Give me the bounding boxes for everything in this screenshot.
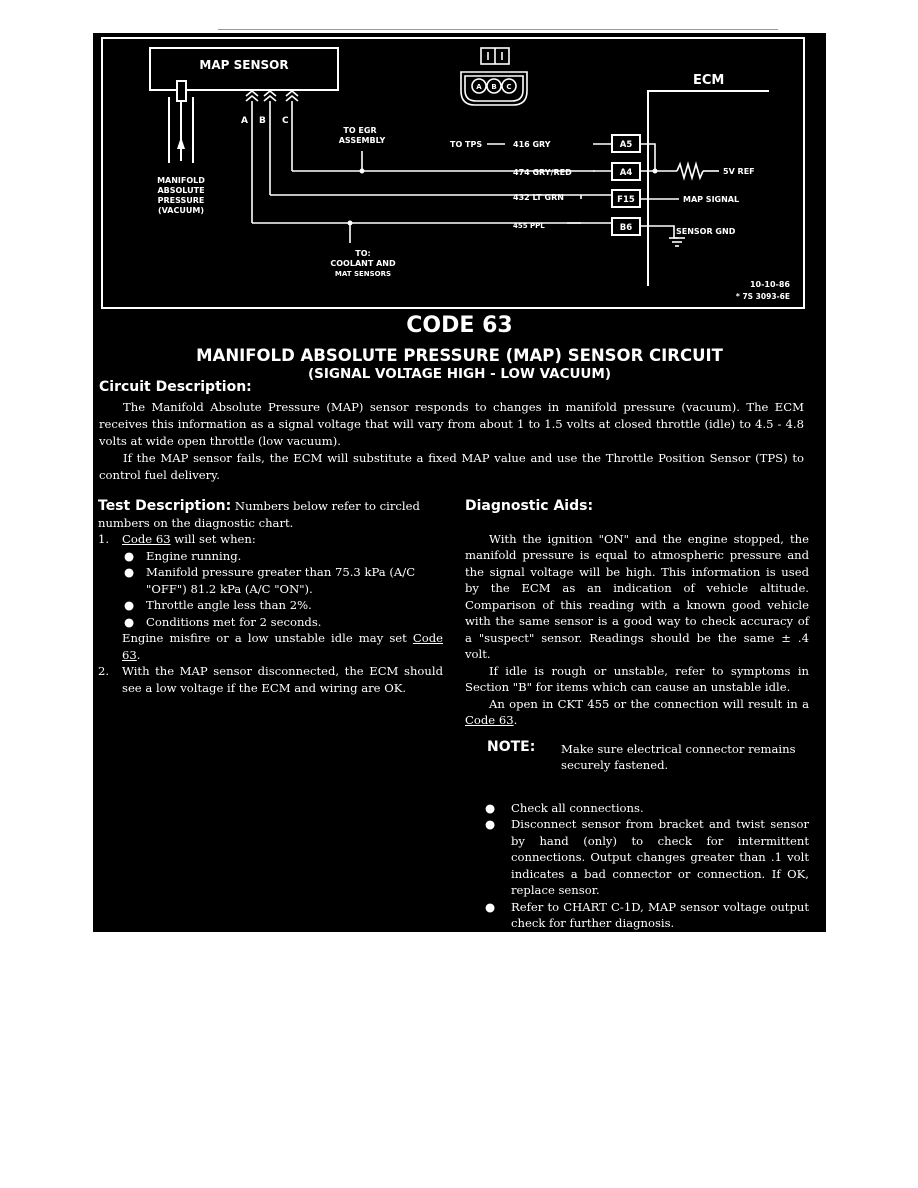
coolant-label bbox=[330, 249, 396, 278]
svg-text:A4: A4 bbox=[619, 168, 633, 178]
code-title: CODE 63 bbox=[406, 313, 513, 338]
svg-text:B: B bbox=[491, 83, 497, 91]
svg-text:MAT SENSORS: MAT SENSORS bbox=[334, 270, 392, 278]
connector-face-icon bbox=[461, 48, 527, 105]
bullet-icon: ● bbox=[124, 614, 135, 629]
list-item: ● Check all connections. bbox=[485, 800, 644, 815]
svg-text:B: B bbox=[259, 116, 266, 126]
bullet-icon: ● bbox=[485, 800, 496, 815]
misfire-note: Engine misfire or a low unstable idle may set Code 63. bbox=[122, 631, 443, 662]
svg-text:TO:: TO: bbox=[355, 249, 371, 258]
wiring-diagram bbox=[93, 33, 826, 315]
svg-text:F15: F15 bbox=[617, 195, 635, 205]
ecm-outline bbox=[648, 91, 769, 286]
svg-text:MAP SIGNAL: MAP SIGNAL bbox=[683, 195, 740, 204]
document-panel bbox=[93, 33, 826, 932]
svg-text:B6: B6 bbox=[619, 223, 633, 233]
sensor-pin-terminals bbox=[246, 91, 298, 101]
aids-para-1: With the ignition "ON" and the engine stopped, the manifold pressure is equal to atmospheric pressure and the signal voltage will be high. This information is used by the ECM as an indication of vehicle altitude. Comparison of this reading with a known good vehicle with the same sensor is a good way to check accuracy of a "suspect" sensor. Readings should be the same ± .4 volt. bbox=[465, 531, 809, 661]
tps-label: TO TPS bbox=[450, 140, 483, 149]
item-text: will set when: bbox=[174, 532, 256, 546]
pin-letters bbox=[241, 116, 289, 126]
svg-text:C: C bbox=[506, 83, 512, 91]
note-label: NOTE: bbox=[487, 738, 536, 755]
note bbox=[487, 738, 809, 774]
note-text: Make sure electrical connector remains securely fastened. bbox=[561, 741, 796, 772]
check-list bbox=[485, 800, 809, 932]
bullet-icon: ● bbox=[124, 598, 135, 612]
test-description bbox=[98, 498, 443, 696]
bullet-icon: ● bbox=[124, 565, 135, 579]
test-intro-line bbox=[98, 498, 443, 531]
sub-title: (SIGNAL VOLTAGE HIGH - LOW VACUUM) bbox=[307, 366, 612, 382]
bullet-icon: ● bbox=[124, 548, 135, 563]
svg-text:455 PPL: 455 PPL bbox=[513, 222, 545, 230]
vacuum-port bbox=[169, 81, 193, 163]
diagnostic-aids bbox=[465, 498, 809, 932]
circuit-description bbox=[99, 399, 804, 484]
bullet-icon: ● bbox=[485, 899, 496, 914]
svg-text:A5: A5 bbox=[619, 140, 633, 150]
svg-text:ASSEMBLY: ASSEMBLY bbox=[338, 136, 386, 145]
item-number: 2. bbox=[98, 664, 110, 678]
diagnostic-aids-heading: Diagnostic Aids: bbox=[465, 498, 594, 514]
svg-text:C: C bbox=[282, 116, 289, 126]
svg-text:COOLANT AND: COOLANT AND bbox=[330, 259, 396, 268]
list-item: ● Throttle angle less than 2%. bbox=[124, 598, 312, 612]
set-conditions-list bbox=[98, 548, 443, 631]
aids-para-3: An open in CKT 455 or the connection will result in a Code 63. bbox=[465, 696, 809, 727]
svg-text:PRESSURE: PRESSURE bbox=[157, 196, 205, 205]
list-item: ● Conditions met for 2 seconds. bbox=[124, 614, 322, 629]
circuit-para-2: If the MAP sensor fails, the ECM will substitute a fixed MAP value and use the Throttle Position Sensor (TPS) to control fuel delivery. bbox=[99, 451, 804, 482]
aids-para-2: If idle is rough or unstable, refer to symptoms in Section "B" for items which can cause an unstable idle. bbox=[465, 663, 809, 694]
svg-text:SENSOR GND: SENSOR GND bbox=[676, 227, 736, 236]
svg-text:432 LT GRN: 432 LT GRN bbox=[513, 193, 564, 202]
item-text: With the MAP sensor disconnected, the ECM should see a low voltage if the ECM and wiring are OK. bbox=[122, 664, 443, 695]
svg-text:(VACUUM): (VACUUM) bbox=[158, 206, 204, 215]
ecm-label: ECM bbox=[693, 73, 725, 88]
svg-text:TO EGR: TO EGR bbox=[343, 126, 377, 135]
list-item: ● Disconnect sensor from bracket and twist sensor by hand (only) to check for intermittent connections. Output changes greater than .1 volt indicates a bad connector or connection. If OK, replace sensor. bbox=[485, 817, 809, 897]
egr-label bbox=[339, 126, 386, 145]
svg-text:A: A bbox=[476, 83, 482, 91]
wire-labels bbox=[513, 140, 572, 230]
list-item: ● Engine running. bbox=[124, 548, 242, 563]
diagram-ref-number: * 7S 3093-6E bbox=[735, 292, 790, 301]
circuit-para-1: The Manifold Absolute Pressure (MAP) sensor responds to changes in manifold pressure (vacuum). The ECM receives this information as a signal voltage that will vary from about 1 to 1.5 volts at closed throttle (idle) to 4.5 - 4.8 volts at wide open throttle (low vacuum). bbox=[99, 400, 804, 448]
ref-splice bbox=[653, 169, 658, 174]
code-link[interactable]: Code 63 bbox=[122, 532, 171, 546]
svg-text:5V REF: 5V REF bbox=[723, 167, 755, 176]
egr-splice bbox=[360, 169, 365, 174]
map-sensor-label: MAP SENSOR bbox=[199, 58, 289, 72]
vacuum-label bbox=[157, 176, 205, 215]
circuit-description-heading: Circuit Description: bbox=[99, 379, 252, 395]
diagram-date: 10-10-86 bbox=[749, 280, 790, 289]
svg-text:MANIFOLD: MANIFOLD bbox=[157, 176, 205, 185]
svg-text:474 GRY/RED: 474 GRY/RED bbox=[513, 168, 572, 177]
list-item: ● Manifold pressure greater than 75.3 kPa (A/C "OFF") 81.2 kPa (A/C "ON"). bbox=[124, 565, 416, 596]
main-title: MANIFOLD ABSOLUTE PRESSURE (MAP) SENSOR CIRCUIT bbox=[196, 346, 723, 365]
terminal-wires bbox=[567, 171, 611, 223]
bullet-icon: ● bbox=[485, 817, 496, 831]
ecm-signal-labels bbox=[676, 167, 755, 236]
item-number: 1. bbox=[98, 532, 110, 546]
list-item: ● Refer to CHART C-1D, MAP sensor voltage output check for further diagnosis. bbox=[485, 899, 809, 930]
test-description-heading: Test Description: bbox=[98, 498, 232, 514]
ecm-terminals bbox=[612, 135, 640, 235]
test-intro: Numbers below refer to circled numbers on the diagnostic chart. bbox=[98, 499, 420, 530]
connector-pin-letters bbox=[476, 83, 511, 91]
code-link[interactable]: Code 63 bbox=[122, 631, 443, 662]
top-rule bbox=[218, 29, 778, 30]
test-item-1 bbox=[98, 531, 443, 548]
test-item-2 bbox=[98, 663, 443, 696]
code-link[interactable]: Code 63 bbox=[465, 713, 514, 727]
vacuum-arrow-icon bbox=[177, 137, 185, 149]
svg-text:A: A bbox=[241, 116, 248, 126]
coolant-splice bbox=[348, 221, 353, 226]
svg-text:416 GRY: 416 GRY bbox=[513, 140, 551, 149]
svg-text:ABSOLUTE: ABSOLUTE bbox=[157, 186, 205, 195]
